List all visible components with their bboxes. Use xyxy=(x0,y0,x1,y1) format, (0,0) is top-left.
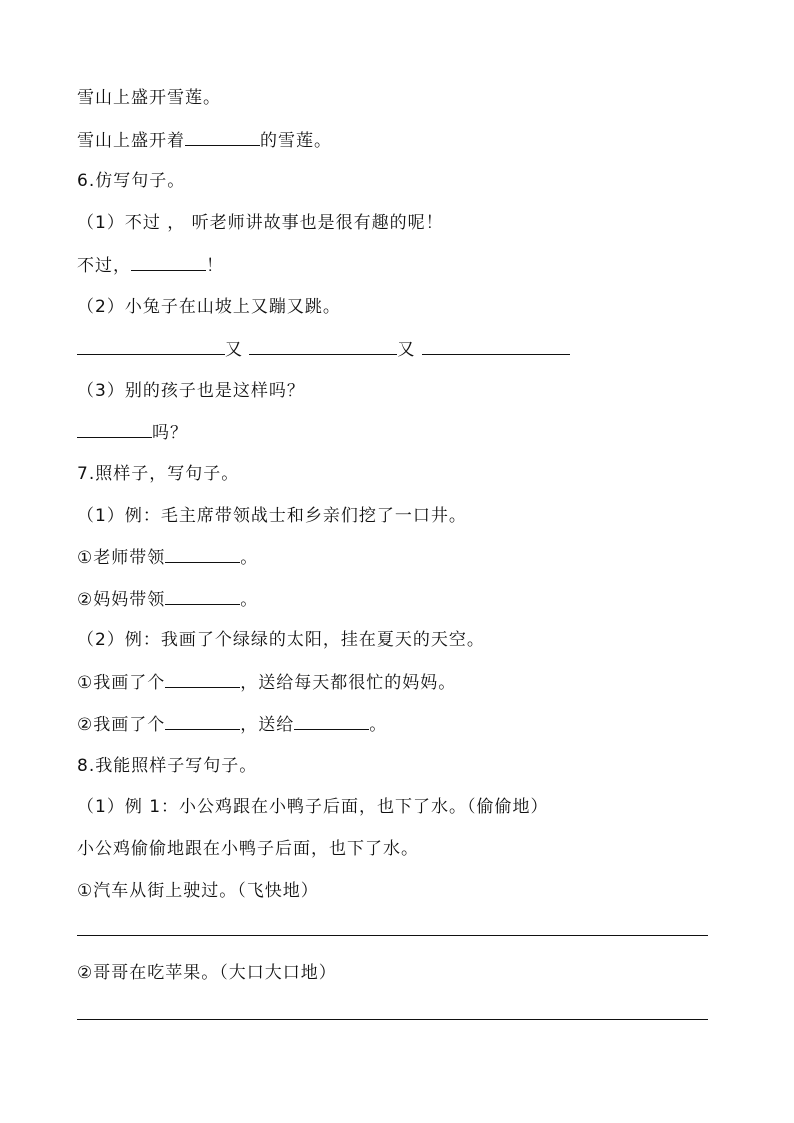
example-text: （1）不过 ， 听老师讲故事也是很有趣的呢！ xyxy=(77,213,444,233)
prompt-text: ②哥哥在吃苹果。（大口大口地） xyxy=(77,963,337,983)
example-line xyxy=(77,838,419,860)
prompt-line xyxy=(77,880,319,902)
sentence-prefix: ②妈妈带领 xyxy=(77,590,166,610)
question-title xyxy=(77,170,185,192)
sentence-suffix: 。 xyxy=(240,548,259,568)
connector-text: 又 xyxy=(225,340,243,360)
sentence-prefix: ②我画了个 xyxy=(77,715,166,735)
prompt-text: ①汽车从街上驶过。（飞快地） xyxy=(77,881,319,901)
answer-line[interactable] xyxy=(77,935,708,936)
answer-blank[interactable] xyxy=(249,338,397,355)
fill-line xyxy=(77,588,258,611)
fill-line xyxy=(77,421,188,444)
answer-blank[interactable] xyxy=(422,338,570,355)
sentence-suffix: ！ xyxy=(206,256,224,276)
sentence-prefix: ①老师带领 xyxy=(77,548,166,568)
fill-line xyxy=(77,671,456,694)
sentence-prefix: 不过， xyxy=(77,256,131,276)
sentence-text: 雪山上盛开雪莲。 xyxy=(77,88,221,108)
question-8-title: 8.我能照样子写句子。 xyxy=(77,756,258,776)
example-text: （3）别的孩子也是这样吗？ xyxy=(77,381,305,401)
example-text: （2）小兔子在山坡上又蹦又跳。 xyxy=(77,297,341,317)
question-6-title: 6.仿写句子。 xyxy=(77,171,186,191)
text-line xyxy=(77,87,221,109)
sentence-suffix: 。 xyxy=(240,590,259,610)
sentence-suffix: ，送给每天都很忙的妈妈。 xyxy=(240,673,457,693)
example-text: （1）例 1：小公鸡跟在小鸭子后面，也下了水。（偷偷地） xyxy=(77,797,549,817)
sentence-prefix: ①我画了个 xyxy=(77,673,166,693)
fill-line xyxy=(77,546,258,569)
example-line xyxy=(77,212,444,234)
question-title xyxy=(77,755,257,777)
fill-line xyxy=(77,129,332,152)
answer-blank[interactable] xyxy=(131,254,206,271)
sentence-prefix: 雪山上盛开着 xyxy=(77,131,185,151)
sentence-middle: ，送给 xyxy=(240,715,295,735)
example-text: （2）例：我画了个绿绿的太阳，挂在夏天的天空。 xyxy=(77,630,485,650)
answer-blank[interactable] xyxy=(294,713,369,730)
sentence-suffix: 的雪莲。 xyxy=(260,131,332,151)
prompt-line xyxy=(77,962,337,984)
example-answer-text: 小公鸡偷偷地跟在小鸭子后面，也下了水。 xyxy=(77,839,419,859)
answer-line[interactable] xyxy=(77,1019,708,1020)
example-line xyxy=(77,629,485,651)
connector-text: 又 xyxy=(397,340,416,360)
example-line xyxy=(77,296,341,318)
example-line xyxy=(77,796,549,818)
question-title xyxy=(77,463,239,485)
answer-blank[interactable] xyxy=(185,129,260,146)
example-text: （1）例：毛主席带领战士和乡亲们挖了一口井。 xyxy=(77,506,467,526)
answer-blank[interactable] xyxy=(165,671,240,688)
sentence-suffix: 吗？ xyxy=(152,423,188,443)
example-line xyxy=(77,380,305,402)
sentence-suffix: 。 xyxy=(369,715,388,735)
fill-line xyxy=(77,713,387,736)
answer-blank[interactable] xyxy=(165,546,240,563)
answer-blank[interactable] xyxy=(77,338,225,355)
question-7-title: 7.照样子，写句子。 xyxy=(77,464,240,484)
answer-blank[interactable] xyxy=(165,588,240,605)
answer-blank[interactable] xyxy=(165,713,240,730)
fill-line xyxy=(77,338,570,361)
example-line xyxy=(77,505,467,527)
answer-blank[interactable] xyxy=(77,421,152,438)
fill-line xyxy=(77,254,224,277)
